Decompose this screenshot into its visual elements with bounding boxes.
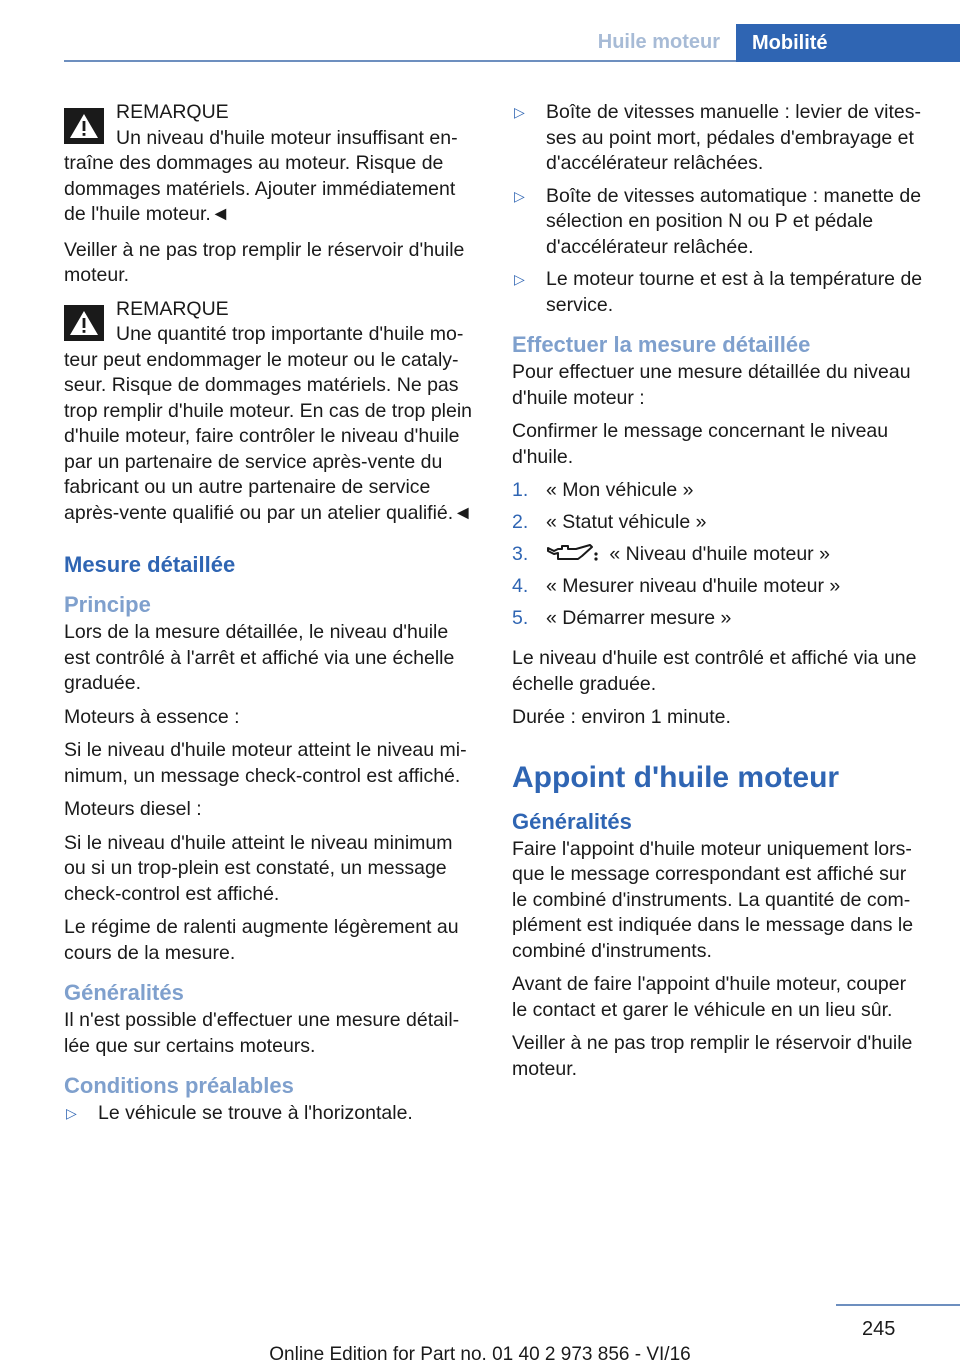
warning-note-1 bbox=[64, 100, 478, 228]
step-item: 4. « Mesurer niveau d'huile moteur » bbox=[512, 575, 841, 597]
triangle-bullet-icon: ▷ bbox=[514, 271, 525, 287]
triangle-bullet-icon: ▷ bbox=[514, 187, 525, 204]
section-heading-appoint: Appoint d'huile moteur bbox=[512, 760, 840, 794]
note-text: teur peut endommager le moteur ou le cataly-seur. Risque de dommages matériels. Ne pas trop remplir d'huile moteur. En cas de trop plein d'huile moteur, faire contrôler le niveau d'huile par un partenaire de service après-vente du fabricant ou un autre partenaire de service après-vente qualifié ou par un atelier qualifié.◄ bbox=[64, 348, 473, 524]
page-number: 245 bbox=[862, 1318, 896, 1340]
paragraph: Veiller à ne pas trop remplir le réservoir d'huile moteur. bbox=[64, 238, 465, 286]
subheading-principe: Principe bbox=[64, 592, 151, 617]
subheading-generalites: Généralités bbox=[64, 980, 184, 1005]
section-heading-mesure: Mesure détaillée bbox=[64, 552, 236, 577]
step-item: 3. « Niveau d'huile moteur » bbox=[512, 542, 926, 574]
left-column bbox=[64, 100, 478, 1135]
paragraph: Pour effectuer une mesure détaillée du niveau d'huile moteur : bbox=[512, 361, 911, 409]
subheading-conditions: Conditions préalables bbox=[64, 1073, 294, 1098]
subheading-effectuer: Effectuer la mesure détaillée bbox=[512, 332, 811, 357]
triangle-bullet-icon: ▷ bbox=[66, 1105, 77, 1121]
paragraph: Si le niveau d'huile moteur atteint le niveau mi-nimum, un message check-control est affiché. bbox=[64, 739, 467, 787]
note-title: REMARQUE bbox=[116, 101, 229, 123]
paragraph: Durée : environ 1 minute. bbox=[512, 706, 731, 728]
paragraph: Avant de faire l'appoint d'huile moteur, couper le contact et garer le véhicule en un lieu sûr. bbox=[512, 973, 907, 1021]
paragraph: Faire l'appoint d'huile moteur uniquement lors-que le message correspondant est affiché sur le combiné d'instruments. La quantité de com-plément est indiquée dans le message dans le combiné d'instruments. bbox=[512, 837, 914, 962]
list-item: ▷ Boîte de vitesses manuelle : levier de vites-ses au point mort, pédales d'embrayage et d'accélérateur relâchées. bbox=[514, 101, 922, 174]
list-item: ▷ Le moteur tourne et est à la température de service. bbox=[514, 268, 923, 316]
warning-triangle-icon bbox=[64, 108, 104, 144]
note-text-first-line: Une quantité trop importante d'huile mo- bbox=[116, 323, 464, 345]
list-item: ▷ Boîte de vitesses automatique : manette de sélection en position N ou P et pédale d'accélérateur relâchée. bbox=[514, 184, 922, 258]
step-item: 5. « Démarrer mesure » bbox=[512, 607, 732, 629]
conditions-list-continued bbox=[512, 100, 926, 318]
warning-note-2 bbox=[64, 297, 478, 527]
right-column bbox=[512, 100, 926, 1090]
note-text-first-line: Un niveau d'huile moteur insuffisant en- bbox=[116, 126, 458, 149]
subheading-generalites-2: Généralités bbox=[512, 808, 632, 834]
header-section-title: Huile moteur bbox=[597, 31, 720, 53]
paragraph: Le régime de ralenti augmente légèrement au cours de la mesure. bbox=[64, 916, 459, 964]
note-title: REMARQUE bbox=[116, 297, 229, 320]
footer-rule bbox=[836, 1304, 960, 1306]
paragraph: Lors de la mesure détaillée, le niveau d'huile est contrôlé à l'arrêt et affiché via une échelle graduée. bbox=[64, 621, 455, 694]
paragraph: Si le niveau d'huile atteint le niveau minimum ou si un trop-plein est constaté, un message check-control est affiché. bbox=[64, 831, 453, 905]
paragraph: Moteurs diesel : bbox=[64, 798, 202, 820]
paragraph: Moteurs à essence : bbox=[64, 705, 240, 728]
paragraph: Veiller à ne pas trop remplir le réservoir d'huile moteur. bbox=[512, 1032, 913, 1080]
step-item: 2. « Statut véhicule » bbox=[512, 511, 707, 533]
paragraph: Confirmer le message concernant le niveau d'huile. bbox=[512, 420, 889, 468]
list-item: ▷ Le véhicule se trouve à l'horizontale. bbox=[64, 1101, 478, 1127]
steps-list bbox=[512, 478, 926, 638]
note-text: traîne des dommages au moteur. Risque de dommages matériels. Ajouter immédiatement de l'huile moteur.◄ bbox=[64, 152, 456, 225]
header-chapter-tab[interactable]: Mobilité bbox=[736, 24, 960, 62]
triangle-bullet-icon: ▷ bbox=[514, 104, 525, 120]
paragraph: Il n'est possible d'effectuer une mesure détail-lée que sur certains moteurs. bbox=[64, 1009, 460, 1057]
conditions-list bbox=[64, 1101, 478, 1127]
paragraph: Le niveau d'huile est contrôlé et affiché via une échelle graduée. bbox=[512, 647, 917, 695]
warning-triangle-icon bbox=[64, 305, 104, 341]
step-item: 1. « Mon véhicule » bbox=[512, 479, 694, 501]
footer-edition: Online Edition for Part no. 01 40 2 973 856 - VI/16 bbox=[269, 1344, 691, 1365]
oil-can-icon bbox=[546, 542, 600, 572]
